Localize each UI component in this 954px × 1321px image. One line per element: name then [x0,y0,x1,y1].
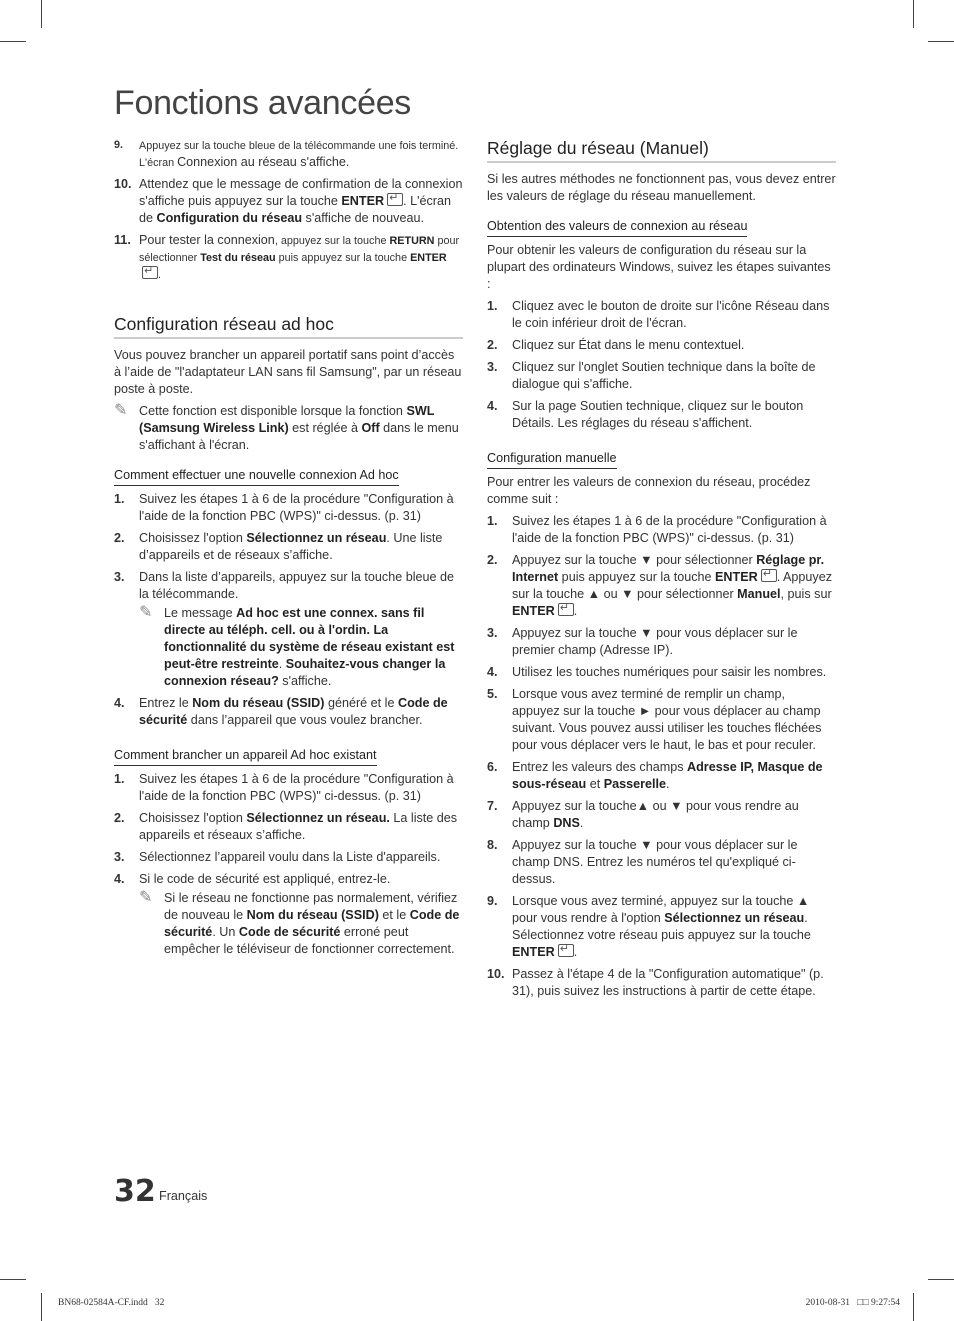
subsection-heading: Obtention des valeurs de connexion au réseau [487,218,747,237]
step-text: Suivez les étapes 1 à 6 de la procédure "Configuration à l'aide de la fonction PBC (WPS)" ci-dessus. (p. 31) [512,514,827,545]
enter-key-label: ENTER [512,945,555,959]
list-item [114,491,463,525]
step-number: 1. [114,772,125,786]
subsection-intro: Pour entrer les valeurs de connexion du réseau, procédez comme suit : [487,475,811,506]
step-text: Si le code de sécurité est appliqué, entrez-le. [139,872,391,886]
note-bold: Code de sécurité [164,908,460,939]
list-item [114,810,463,844]
step-text: puis appuyez sur la touche [275,252,411,264]
pencil-icon: ✎ [114,402,128,419]
list-item [487,798,836,832]
step-text: Passez à l'étape 4 de la "Configuration automatique" (p. 31), puis suivez les instructions à partir de cette étape. [512,967,824,998]
step-number: 11. [114,233,131,247]
step-number: 2. [487,553,498,567]
section-intro: Vous pouvez brancher un appareil portatif sans point d’accès à l’aide de "l'adaptateur LAN sans fil Samsung", par un réseau poste à poste. [114,348,462,396]
step-text: Entrez le [139,696,193,710]
step-text: Pour tester la connexion [139,233,275,247]
note-text: est réglée à [288,421,362,435]
step-number: 1. [114,492,125,506]
crop-mark [41,1293,42,1321]
step-bold: Réglage pr. Internet [512,553,825,584]
note-text: et le [378,908,410,922]
step-number: 3. [114,570,125,584]
step-number: 3. [487,626,498,640]
step-number: 7. [487,799,498,813]
subsection-intro: Pour obtenir les valeurs de configuration du réseau sur la plupart des ordinateurs Windows, suivez les étapes suivantes : [487,243,831,291]
enter-icon [142,266,158,279]
step-number: 4. [487,399,498,413]
subsection-heading: Configuration manuelle [487,450,617,469]
step-number: 10. [114,177,132,191]
step-text: Appuyez sur la touche bleue de la télécommande une fois terminé. L'écran [139,140,459,169]
pencil-icon: ✎ [139,604,153,621]
step-bold: Sélectionnez un réseau. [246,811,390,825]
step-text: Cliquez sur État dans le menu contextuel. [512,338,745,352]
list-item [114,569,463,603]
step-text: Lorsque vous avez terminé de remplir un champ, appuyez sur la touche ► pour vous déplacer au champ suivant. Vous pouvez aussi utiliser les touches fléchées pour vous déplacer vers le haut, le bas et pour reculer. [512,687,822,752]
step-number: 1. [487,514,498,528]
note-bold: Off [361,421,380,435]
enter-key-label: ENTER [512,604,555,618]
note-bold: Code de sécurité [238,925,341,939]
step-number: 2. [114,811,125,825]
page-language: Français [159,1189,208,1203]
step-number: 4. [487,665,498,679]
note-text: . [278,657,286,671]
step-text: Suivez les étapes 1 à 6 de la procédure "Configuration à l'aide de la fonction PBC (WPS)" ci-dessus. (p. 31) [139,772,454,803]
list-item [114,530,463,564]
step-text: Appuyez sur la touche ▼ pour vous déplacer sur le champ DNS. Entrez les numéros tel qu'expliqué ci-dessus. [512,838,798,886]
step-text: . [579,816,584,830]
step-text: Appuyez sur la touche ▼ pour sélectionner [512,553,757,567]
step-number: 8. [487,838,498,852]
note [139,605,463,690]
step-bold: Nom du réseau (SSID) [192,696,325,710]
list-item [114,849,463,866]
section-title: Configuration réseau ad hoc [114,313,463,339]
crop-mark [913,0,914,28]
step-text: Appuyez sur la touche▲ ou ▼ pour vous rendre au champ [512,799,799,830]
step-text: généré et le [324,696,398,710]
step-text: . Appuyez sur la touche ▲ ou ▼ pour sélectionner [512,570,833,601]
step-number: 6. [487,760,498,774]
note-bold: Ad hoc est une connex. sans fil directe au téléph. cell. ou à l'ordin. La fonctionnalité du système de réseau existant est peut-être restreinte [164,606,455,671]
enter-key-label: ENTER [341,194,385,208]
crop-mark [41,0,42,28]
list-item [487,513,836,547]
step-text: . Une liste d’appareils et de réseaux s’affiche. [139,531,443,562]
note-bold: SWL (Samsung Wireless Link) [139,404,435,435]
step-text: Cliquez sur l'onglet Soutien technique dans la boîte de dialogue qui s'affiche. [512,360,816,391]
enter-icon [761,569,777,582]
step-number: 9. [114,139,124,151]
crop-mark [928,1279,954,1280]
footer-file-name: BN68-02584A-CF.indd 32 [58,1298,165,1308]
step-bold: Sélectionnez un réseau [664,911,805,925]
step-text: . [666,777,670,791]
note [139,890,463,958]
step-bold: Code de sécurité [139,696,448,727]
step-text: . Sélectionnez votre réseau puis appuyez sur la touche [512,911,811,942]
list-item [487,966,836,1000]
step-text: Sélectionnez l’appareil voulu dans la Liste d'appareils. [139,850,441,864]
step-text: Lorsque vous avez terminé, appuyez sur la touche ▲ pour vous rendre à l'option [512,894,810,925]
crop-mark [913,1293,914,1321]
step-text: Dans la liste d’appareils, appuyez sur la touche bleue de la télécommande. [139,570,455,601]
list-item [114,871,463,888]
step-number: 2. [114,531,125,545]
step-number: 4. [114,872,125,886]
enter-icon [558,944,574,957]
step-text: . [573,604,578,618]
step-number: 1. [487,299,498,313]
list-item [114,137,463,171]
list-item [487,359,836,393]
note-bold: Souhaitez-vous changer la connexion réseau? [164,657,446,688]
note-text: Cette fonction est disponible lorsque la fonction [139,404,407,418]
list-item [487,625,836,659]
crop-mark [0,41,26,42]
step-text: Entrez les valeurs des champs [512,760,687,774]
step-bold: Sélectionnez un réseau [246,531,387,545]
list-item [487,837,836,888]
list-item [487,893,836,961]
list-item [487,337,836,354]
step-number: 9. [487,894,498,908]
step-text: Appuyez sur la touche ▼ pour vous déplacer sur le premier champ (Adresse IP). [512,626,798,657]
enter-icon [387,193,403,206]
section-intro: Si les autres méthodes ne fonctionnent pas, vous devez entrer les valeurs de réglage du réseau manuellement. [487,172,836,203]
note-text: s'affiche. [278,674,332,688]
subsection-heading: Comment effectuer une nouvelle connexion Ad hoc [114,467,399,486]
step-text: Utilisez les touches numériques pour saisir les nombres. [512,665,827,679]
step-text: La liste des appareils et réseaux s’affiche. [139,811,458,842]
note-text: . Un [212,925,239,939]
step-text: , appuyez sur la touche [274,235,390,247]
right-column [487,137,836,1005]
note-bold: Nom du réseau (SSID) [246,908,379,922]
step-number: 4. [114,696,125,710]
enter-key-label: ENTER [410,252,447,264]
return-key-label: RETURN [389,235,435,247]
list-item [114,176,463,227]
footer-timestamp: 2010-08-31 □□ 9:27:54 [805,1298,900,1308]
note [114,403,463,454]
crop-mark [0,1279,26,1280]
step-number: 2. [487,338,498,352]
enter-icon [558,603,574,616]
step-text: . L'écran de [139,194,452,225]
page-number: 32 [114,1174,156,1209]
step-bold: DNS [553,816,580,830]
step-text: Connexion au réseau s'affiche. [177,155,350,169]
step-bold: Passerelle [603,777,667,791]
list-item [114,771,463,805]
step-text: , puis sur [780,587,832,601]
step-bold: Adresse IP, Masque de sous-réseau [512,760,823,791]
list-item [487,298,836,332]
step-text: Choisissez l'option [139,531,247,545]
note-text: erroné peut empêcher le téléviseur de fonctionner correctement. [164,925,455,956]
step-number: 10. [487,967,505,981]
list-item [487,398,836,432]
enter-key-label: ENTER [715,570,758,584]
step-text: . [158,269,161,281]
step-text: Sur la page Soutien technique, cliquez sur le bouton Détails. Les réglages du réseau s'affichent. [512,399,804,430]
step-text: s'affiche de nouveau. [302,211,424,225]
step-bold: Test du réseau [200,252,276,264]
note-text: dans le menu s'affichant à l'écran. [139,421,459,452]
pencil-icon: ✎ [139,889,153,906]
step-text: Suivez les étapes 1 à 6 de la procédure "Configuration à l'aide de la fonction PBC (WPS)" ci-dessus. (p. 31) [139,492,454,523]
subsection-heading: Comment brancher un appareil Ad hoc existant [114,747,377,766]
step-bold: Configuration du réseau [156,211,303,225]
list-item [487,686,836,754]
step-bold: Manuel [737,587,781,601]
step-text: et [586,777,604,791]
step-text: pour sélectionner [139,235,460,264]
left-column [114,137,463,963]
list-item [487,552,836,620]
step-number: 5. [487,687,498,701]
step-text: puis appuyez sur la touche [558,570,716,584]
step-text: dans l’appareil que vous voulez brancher. [187,713,423,727]
list-item [487,664,836,681]
step-text: Cliquez avec le bouton de droite sur l'icône Réseau dans le coin inférieur droit de l'écran. [512,299,830,330]
step-text: . [573,945,578,959]
note-text: Le message [164,606,237,620]
section-title: Réglage du réseau (Manuel) [487,137,836,163]
list-item [487,759,836,793]
page-title: Fonctions avancées [114,84,411,122]
step-text: Attendez que le message de confirmation de la connexion s'affiche puis appuyez sur la touche [139,177,463,208]
crop-mark [928,41,954,42]
step-text: Choisissez l'option [139,811,247,825]
list-item [114,232,463,283]
step-number: 3. [487,360,498,374]
step-number: 3. [114,850,125,864]
note-text: Si le réseau ne fonctionne pas normalement, vérifiez de nouveau le [164,891,458,922]
list-item [114,695,463,729]
